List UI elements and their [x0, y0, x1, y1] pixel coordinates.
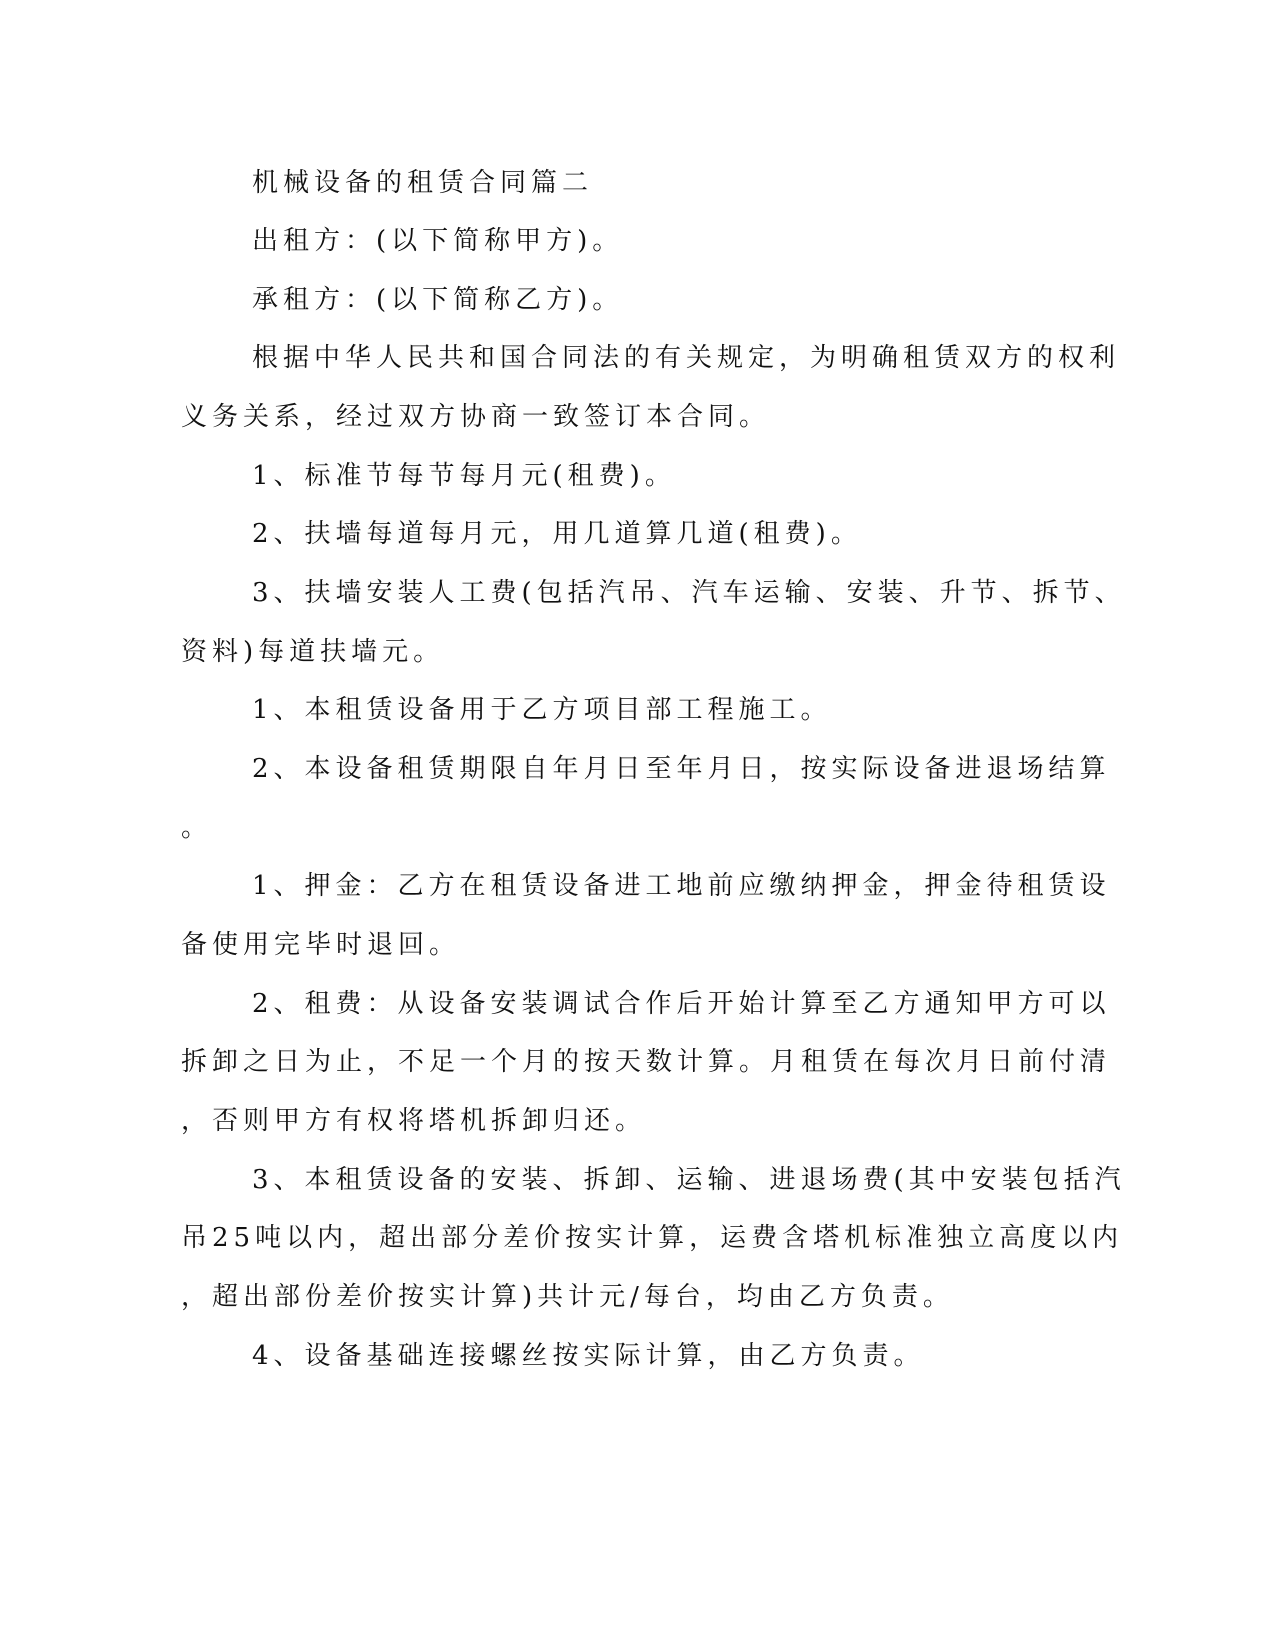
rent-item-line-1: 2、租费：从设备安装调试合作后开始计算至乙方通知甲方可以	[252, 989, 1111, 1019]
install-fee-line-2: 吊25吨以内，超出部分差价按实计算，运费含塔机标准独立高度以内	[181, 1223, 1124, 1253]
foundation-bolts-item: 4、设备基础连接螺丝按实际计算，由乙方负责。	[252, 1341, 925, 1371]
fee-item-2: 2、扶墙每道每月元，用几道算几道(租费)。	[252, 519, 862, 549]
term-item-2-line-1: 2、本设备租赁期限自年月日至年月日，按实际设备进退场结算	[252, 754, 1111, 784]
install-fee-line-1: 3、本租赁设备的安装、拆卸、运输、进退场费(其中安装包括汽	[252, 1165, 1126, 1195]
deposit-item-line-2: 备使用完毕时退回。	[181, 930, 461, 960]
fee-item-3-line-2: 资料)每道扶墙元。	[181, 637, 445, 667]
lessee-line: 承租方：(以下简称乙方)。	[252, 285, 624, 315]
deposit-item-line-1: 1、押金：乙方在租赁设备进工地前应缴纳押金，押金待租赁设	[252, 871, 1111, 901]
fee-item-3-line-1: 3、扶墙安装人工费(包括汽吊、汽车运输、安装、升节、拆节、	[252, 578, 1126, 608]
document-title: 机械设备的租赁合同篇二	[252, 168, 594, 198]
term-item-2-line-2: 。	[181, 813, 213, 843]
preamble-line-1: 根据中华人民共和国合同法的有关规定，为明确租赁双方的权利	[252, 343, 1121, 373]
rent-item-line-2: 拆卸之日为止，不足一个月的按天数计算。月租赁在每次月日前付清	[181, 1047, 1112, 1077]
rent-item-line-3: ，否则甲方有权将塔机拆卸归还。	[181, 1106, 647, 1136]
install-fee-line-3: ，超出部份差价按实计算)共计元/每台，均由乙方负责。	[181, 1282, 954, 1312]
preamble-line-2: 义务关系，经过双方协商一致签订本合同。	[181, 402, 771, 432]
fee-item-1: 1、标准节每节每月元(租费)。	[252, 461, 676, 491]
lessor-line: 出租方：(以下简称甲方)。	[252, 226, 624, 256]
use-item-1: 1、本租赁设备用于乙方项目部工程施工。	[252, 695, 832, 725]
